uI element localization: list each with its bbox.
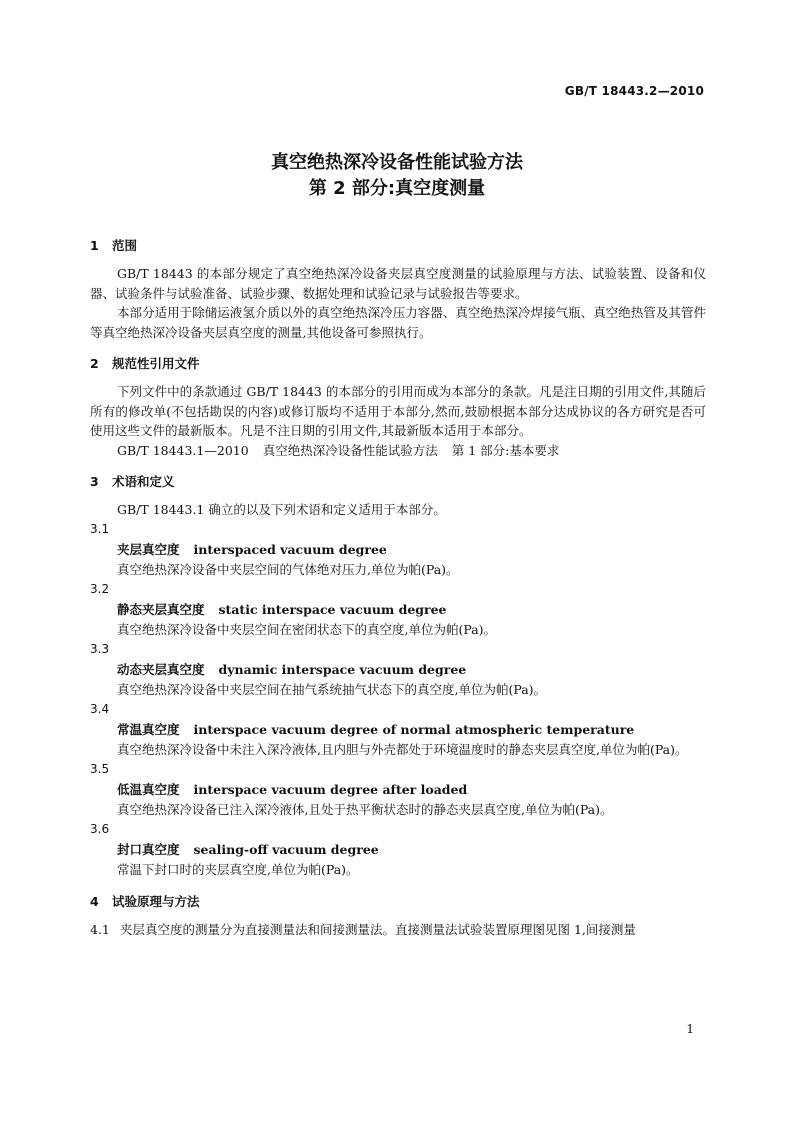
term-definition: 真空绝热深冷设备中夹层空间的气体绝对压力,单位为帕(Pa)。 <box>117 561 459 577</box>
section-title: 规范性引用文件 <box>112 356 200 371</box>
normative-reference <box>90 441 706 461</box>
term-english: dynamic interspace vacuum degree <box>218 661 467 677</box>
paragraph: 本部分适用于除储运液氢介质以外的真空绝热深冷压力容器、真空绝热深冷焊接气瓶、真空绝热管及其管件等真空绝热深冷设备夹层真空度的测量,其他设备可参照执行。 <box>90 305 706 340</box>
paragraph: GB/T 18443.1 确立的以及下列术语和定义适用于本部分。 <box>117 502 446 517</box>
section-2-heading <box>90 354 706 374</box>
term-entry <box>90 640 706 700</box>
standard-code: GB/T 18443.2—2010 <box>564 84 704 98</box>
paragraph: GB/T 18443 的本部分规定了真空绝热深冷设备夹层真空度测量的试验原理与方法、试验装置、设备和仪器、试验条件与试验准备、试验步骤、数据处理和试验记录与试验报告等要求。 <box>90 266 706 301</box>
clause-4-1 <box>90 920 706 940</box>
section-title: 范围 <box>112 238 138 253</box>
reference-code: GB/T 18443.1—2010 <box>117 442 249 458</box>
paragraph: 下列文件中的条款通过 GB/T 18443 的本部分的引用而成为本部分的条款。凡是注日期的引用文件,其随后所有的修改单(不包括勘误的内容)或修订版均不适用于本部分,然而,鼓励根据本部分达成协议的各方研究是否可使用这些文件的最新版本。凡是不注日期的引用文件,其最新版本适用于本部分。 <box>90 384 706 438</box>
title-line-2: 第 2 部分:真空度测量 <box>308 178 486 199</box>
section-title: 术语和定义 <box>112 474 175 489</box>
section-number: 4 <box>90 893 99 909</box>
term-chinese: 静态夹层真空度 <box>117 601 205 617</box>
term-number: 3.6 <box>90 821 110 836</box>
term-number: 3.4 <box>90 701 110 716</box>
term-number: 3.5 <box>90 761 110 776</box>
reference-part: 第 1 部分:基本要求 <box>451 442 560 458</box>
term-entry <box>90 760 706 820</box>
section-number: 3 <box>90 474 99 489</box>
term-english: static interspace vacuum degree <box>218 601 447 617</box>
term-definition: 真空绝热深冷设备已注入深冷液体,且处于热平衡状态时的静态夹层真空度,单位为帕(Pa)。 <box>117 801 613 817</box>
term-definition: 真空绝热深冷设备中夹层空间在抽气系统抽气状态下的真空度,单位为帕(Pa)。 <box>117 681 547 697</box>
term-entry <box>90 580 706 640</box>
term-english: interspace vacuum degree after loaded <box>193 781 468 797</box>
term-chinese: 封口真空度 <box>117 841 180 857</box>
term-chinese: 动态夹层真空度 <box>117 661 205 677</box>
term-number: 3.1 <box>90 521 110 536</box>
term-entry <box>90 820 706 880</box>
term-number: 3.2 <box>90 581 110 596</box>
term-definition: 真空绝热深冷设备中夹层空间在密闭状态下的真空度,单位为帕(Pa)。 <box>117 621 497 637</box>
term-entry <box>90 700 706 760</box>
clause-text: 夹层真空度的测量分为直接测量法和间接测量法。直接测量法试验装置原理图见图 1,间接测量 <box>120 921 636 937</box>
term-chinese: 低温真空度 <box>117 781 180 797</box>
document-title <box>0 150 794 202</box>
term-chinese: 常温真空度 <box>117 721 180 737</box>
term-definition: 常温下封口时的夹层真空度,单位为帕(Pa)。 <box>117 861 359 877</box>
section-number: 2 <box>90 356 99 371</box>
section-3-heading <box>90 472 706 492</box>
section-number: 1 <box>90 238 99 253</box>
term-definition: 真空绝热深冷设备中未注入深冷液体,且内胆与外壳都处于环境温度时的静态夹层真空度,单位为帕(Pa)。 <box>117 741 688 757</box>
term-entry <box>90 520 706 580</box>
term-english: sealing-off vacuum degree <box>193 841 379 857</box>
section-title: 试验原理与方法 <box>112 893 200 909</box>
page-number: 1 <box>686 1022 694 1036</box>
term-english: interspaced vacuum degree <box>193 541 387 557</box>
term-number: 3.3 <box>90 641 110 656</box>
section-1-heading <box>90 236 706 256</box>
term-english: interspace vacuum degree of normal atmospheric temperature <box>193 721 635 737</box>
reference-title: 真空绝热深冷设备性能试验方法 <box>262 442 438 458</box>
document-body <box>90 236 706 939</box>
term-chinese: 夹层真空度 <box>117 541 180 557</box>
clause-number: 4.1 <box>90 921 110 937</box>
title-line-1: 真空绝热深冷设备性能试验方法 <box>271 152 523 173</box>
section-4-heading <box>90 892 706 912</box>
